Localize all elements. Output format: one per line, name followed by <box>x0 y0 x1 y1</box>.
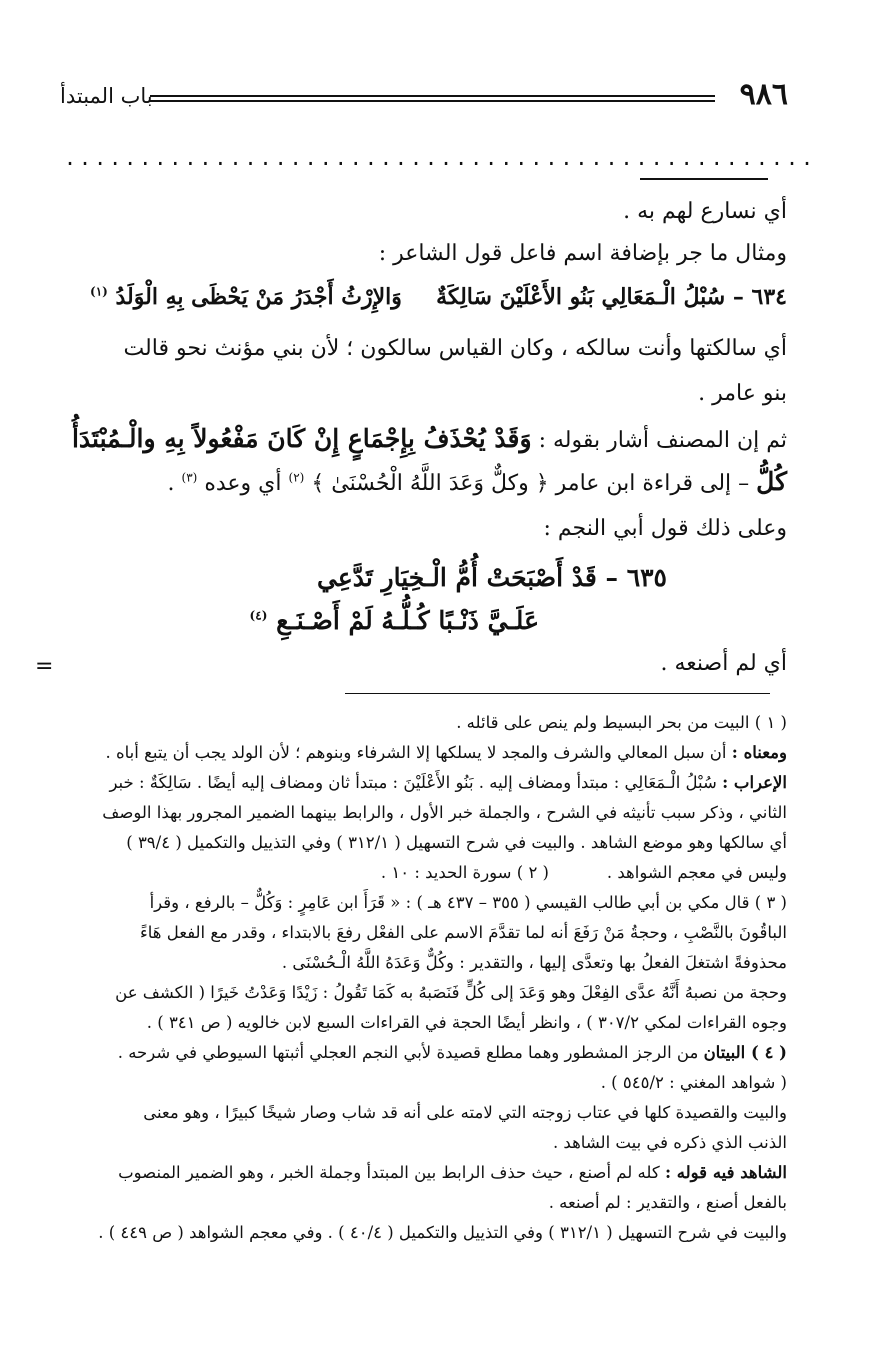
body-line <box>72 423 787 456</box>
verse-text: عَلَـيَّ ذَنْـبًا كُـلُّـهُ لَمْ أَصْـنَـعِ <box>276 606 539 635</box>
footnote-text: سُبْلُ الْـمَعَالِي : مبتدأ ومضاف إليه . بَنُو الأَعْلَيْنَ : مبتدأ ثان ومضاف إليه أيضًا . سَالِكَةٌ : خبر <box>109 773 717 792</box>
footnote-line: وجوه القراءات لمكي ٣٠٧/٢ ) ، وانظر أيضًا الحجة في القراءات السبع لابن خالويه ( ص ٣٤١ ) . <box>146 1013 787 1032</box>
footnote-line: محذوفةً اشتغلَ الفعلُ بها وتعدَّى إليها ، والتقدير : وكُلٌّ وَعَدَهُ اللَّهُ الْـحُسْنَى . <box>281 953 787 972</box>
footnote-line: وليس في معجم الشواهد . <box>606 863 787 882</box>
verse-635-line-2 <box>250 605 539 638</box>
footnote-ref: (٣) <box>181 470 198 485</box>
quoted-text: وَقَدْ يُحْذَفُ بِإِجْمَاعٍ إِنْ كَانَ مَفْعُولاً بِهِ والْـمُبْتَدَأُ <box>71 424 532 453</box>
verse-634 <box>436 283 787 312</box>
quoted-text: كُلُّ <box>756 467 787 496</box>
footnote-line: ( شواهد المغني : ٥٤٥/٢ ) . <box>600 1073 787 1092</box>
verse-hemistich-1: سُبْلُ الْـمَعَالِي بَنُو الأَعْلَيْنَ سَالِكَةٌ <box>436 284 726 310</box>
header-rule <box>150 95 715 102</box>
footnote-line <box>118 1162 787 1184</box>
dotted-separator: .................................................. <box>64 146 817 170</box>
footnote-label: ( ٤ ) البيتان <box>703 1043 787 1062</box>
chapter-title: باب المبتدأ <box>60 84 153 108</box>
footnote-line: الباقُونَ بالنَّصْبِ ، وحجةُ مَنْ رَفَعَ أنه لما تقدَّمَ الاسم على الفعْل رفعَ بالابتداء ، وقدر مع الفعل هَاءً <box>140 923 787 942</box>
body-text: . <box>167 471 175 496</box>
footnote-text: من الرجز المشطور وهما مطلع قصيدة لأبي النجم العجلي أثبتها السيوطي في شرحه . <box>117 1043 699 1062</box>
footnote-line: بالفعل أصنع ، والتقدير : لم أصنعه . <box>548 1193 787 1212</box>
body-line: وعلى ذلك قول أبي النجم : <box>543 516 787 541</box>
verse-635-line-1: ٦٣٥ – قَدْ أَصْبَحَتْ أُمُّ الْـخِيَارِ تَدَّعِي <box>316 563 667 592</box>
footnote-line: الثاني ، وذكر سبب تأنيثه في الشرح ، والجملة خبر الأول ، والرابط بينهما الضمير المجرور بهذا الوصف <box>102 803 787 822</box>
verse-hemistich-2: وَالإِرْثُ أَجْدَرُ مَنْ يَحْظَى بِهِ الْوَلَدُ <box>115 284 402 310</box>
body-text: أي وعده <box>204 471 282 496</box>
footnote-line <box>109 772 787 794</box>
verse-number: ٦٣٤ – <box>732 284 787 310</box>
top-short-rule <box>640 178 768 180</box>
footnote-line <box>118 1042 787 1064</box>
footnote-ref: (٢) <box>288 470 305 485</box>
footnote-label: ومعناه : <box>731 743 787 762</box>
body-line <box>168 466 787 499</box>
body-line: بنو عامر . <box>698 381 787 406</box>
body-text: – إلى قراءة ابن عامر ﴿ وكلٌّ وَعَدَ اللَّهُ الْحُسْنَىٰ ﴾ <box>311 471 750 496</box>
footnote-text: أن سبل المعالي والشرف والمجد لا يسلكها إلا الشرفاء وبنوهم ؛ لأن الولد يجب أن يتبع أباه . <box>105 743 727 762</box>
footnote-line: ( ٢ ) سورة الحديد : ١٠ . <box>380 863 549 882</box>
footnote-line: وحجة من نصبهُ أَنَّهُ عدَّى الفِعْلَ وهو وَعَدَ إلى كُلٍّ فَنَصَبهُ به كَمَا تَقُولُ : زَيْدًا وَعَدْتُ خَيرًا ( الكشف عن <box>115 983 787 1002</box>
footnote-text: كله لم أصنع ، حيث حذف الرابط بين المبتدأ وجملة الخبر ، وهو الضمير المنصوب <box>118 1163 660 1182</box>
footnote-line: ( ١ ) البيت من بحر البسيط ولم ينص على قائله . <box>456 713 787 732</box>
footnote-label: الإعراب : <box>722 773 787 792</box>
footnote-label: الشاهد فيه قوله : <box>664 1163 787 1182</box>
footnote-line: أي سالكها وهو موضع الشاهد . والبيت في شرح التسهيل ( ٣١٢/١ ) وفي التذييل والتكميل ( ٣٩/٤ ) <box>126 833 787 852</box>
footnote-line <box>106 742 787 764</box>
footnote-ref: (١) <box>90 284 108 299</box>
footnote-line: والبيت والقصيدة كلها في عتاب زوجته التي لامته على أنه قد شاب وصار شيخًا كبيرًا ، وهو معنى <box>143 1103 787 1122</box>
body-text: ثم إن المصنف أشار بقوله : <box>538 428 787 453</box>
body-line: أي سالكتها وأنت سالكه ، وكان القياس سالكون ؛ لأن بني مؤنث نحو قالت <box>123 336 787 361</box>
footnote-rule <box>345 693 770 694</box>
footnote-line: الذنب الذي ذكره في بيت الشاهد . <box>552 1133 787 1152</box>
footnote-ref: (٤) <box>249 608 268 623</box>
end-mark: = <box>35 654 54 679</box>
body-line: ومثال ما جر بإضافة اسم فاعل قول الشاعر : <box>378 241 787 266</box>
body-line: أي لم أصنعه . <box>660 651 787 676</box>
footnote-line: والبيت في شرح التسهيل ( ٣١٢/١ ) وفي التذييل والتكميل ( ٤٠/٤ ) . وفي معجم الشواهد ( ص ٤٤٩ ) . <box>98 1223 787 1242</box>
body-line: أي نسارع لهم به . <box>623 199 787 224</box>
page-number: ٩٨٦ <box>739 77 788 112</box>
footnote-line: ( ٣ ) قال مكي بن أبي طالب القيسي ( ٣٥٥ – ٤٣٧ هـ ) : « قَرَأَ ابن عَامِرٍ : وَكُلٌّ – بالرفع ، وقرأ <box>149 893 787 912</box>
verse-634-second <box>90 283 402 312</box>
